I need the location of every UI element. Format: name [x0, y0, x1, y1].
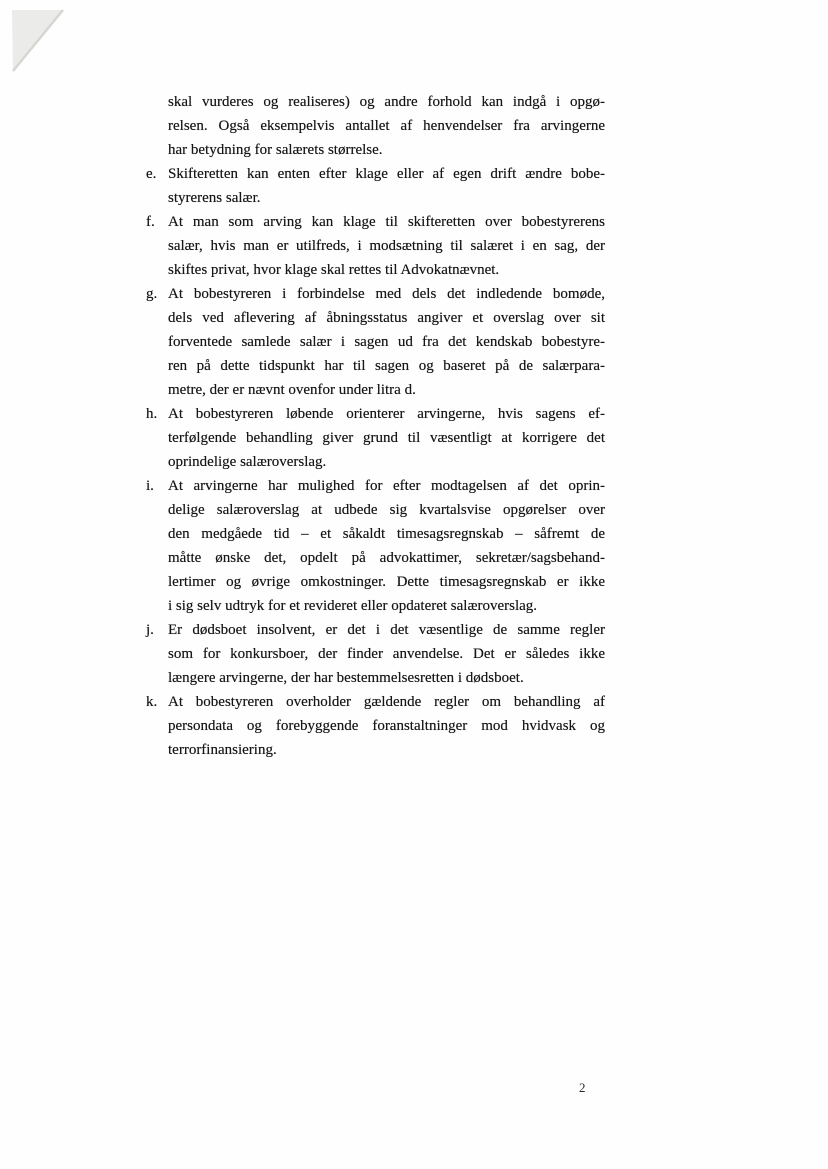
list-item — [146, 402, 605, 474]
text-line: At bobestyreren overholder gældende regler om behandling af — [168, 694, 605, 710]
list-item-marker: i. — [146, 478, 154, 494]
text-line: At bobestyreren i forbindelse med dels det indledende bomøde, — [168, 286, 605, 302]
text-line: længere arvingerne, der har bestemmelsesretten i dødsboet. — [168, 670, 524, 686]
list-item — [146, 474, 605, 618]
list-item-text — [168, 690, 605, 762]
list-item — [146, 210, 605, 282]
list-item — [146, 618, 605, 690]
list-item-text — [168, 618, 605, 690]
text-line: metre, der er nævnt ovenfor under litra d. — [168, 382, 416, 398]
text-line: terfølgende behandling giver grund til væsentligt at korrigere det — [168, 430, 605, 446]
page-corner-fold — [0, 0, 90, 90]
text-line: ren på dette tidspunkt har til sagen og baseret på de salærpara- — [168, 358, 605, 374]
text-line: den medgåede tid – et såkaldt timesagsregnskab – såfremt de — [168, 526, 605, 542]
list-item-marker: e. — [146, 166, 157, 182]
paragraph-continuation — [146, 90, 605, 162]
text-line: delige salæroverslag at udbede sig kvartalsvise opgørelser over — [168, 502, 605, 518]
text-line: forventede samlede salær i sagen ud fra det kendskab bobestyre- — [168, 334, 605, 350]
text-line: lertimer og øvrige omkostninger. Dette timesagsregnskab er ikke — [168, 574, 605, 590]
list-item-marker: k. — [146, 694, 158, 710]
page-number: 2 — [579, 1080, 586, 1095]
list-item-text — [168, 162, 605, 210]
text-line: terrorfinansiering. — [168, 742, 277, 758]
list-item-marker: f. — [146, 214, 155, 230]
list-item-marker: h. — [146, 406, 158, 422]
text-line: måtte ønske det, opdelt på advokattimer, sekretær/sagsbehand- — [168, 550, 605, 566]
list-item-marker: g. — [146, 286, 158, 302]
text-line: skal vurderes og realiseres) og andre forhold kan indgå i opgø- — [168, 94, 605, 110]
text-line: dels ved aflevering af åbningsstatus angiver et overslag over sit — [168, 310, 605, 326]
text-line: persondata og forebyggende foranstaltninger mod hvidvask og — [168, 718, 605, 734]
text-line: i sig selv udtryk for et revideret eller opdateret salæroverslag. — [168, 598, 538, 614]
text-line: At arvingerne har mulighed for efter modtagelsen af det oprin- — [168, 478, 605, 494]
text-line: skiftes privat, hvor klage skal rettes til Advokatnævnet. — [168, 262, 500, 278]
text-line: som for konkursboer, der finder anvendelse. Det er således ikke — [168, 646, 605, 662]
list-item-text — [168, 402, 605, 474]
list-item-text — [168, 90, 605, 162]
list-item-text — [168, 474, 605, 618]
text-line: At man som arving kan klage til skifteretten over bobestyrerens — [168, 214, 605, 230]
list-item-text — [168, 210, 605, 282]
list-item — [146, 162, 605, 210]
list-item — [146, 282, 605, 402]
list-item — [146, 690, 605, 762]
text-line: At bobestyreren løbende orienterer arvingerne, hvis sagens ef- — [168, 406, 605, 422]
text-line: relsen. Også eksempelvis antallet af henvendelser fra arvingerne — [168, 118, 605, 134]
text-line: har betydning for salærets størrelse. — [168, 142, 383, 158]
text-line: salær, hvis man er utilfreds, i modsætning til salæret i en sag, der — [168, 238, 605, 254]
list-item-text — [168, 282, 605, 402]
text-line: oprindelige salæroverslag. — [168, 454, 327, 470]
text-line: Er dødsboet insolvent, er det i det væsentlige de samme regler — [168, 622, 605, 638]
text-line: styrerens salær. — [168, 190, 261, 206]
text-line: Skifteretten kan enten efter klage eller af egen drift ændre bobe- — [168, 166, 605, 182]
list-item-marker: j. — [146, 622, 154, 638]
body-text — [146, 90, 605, 762]
